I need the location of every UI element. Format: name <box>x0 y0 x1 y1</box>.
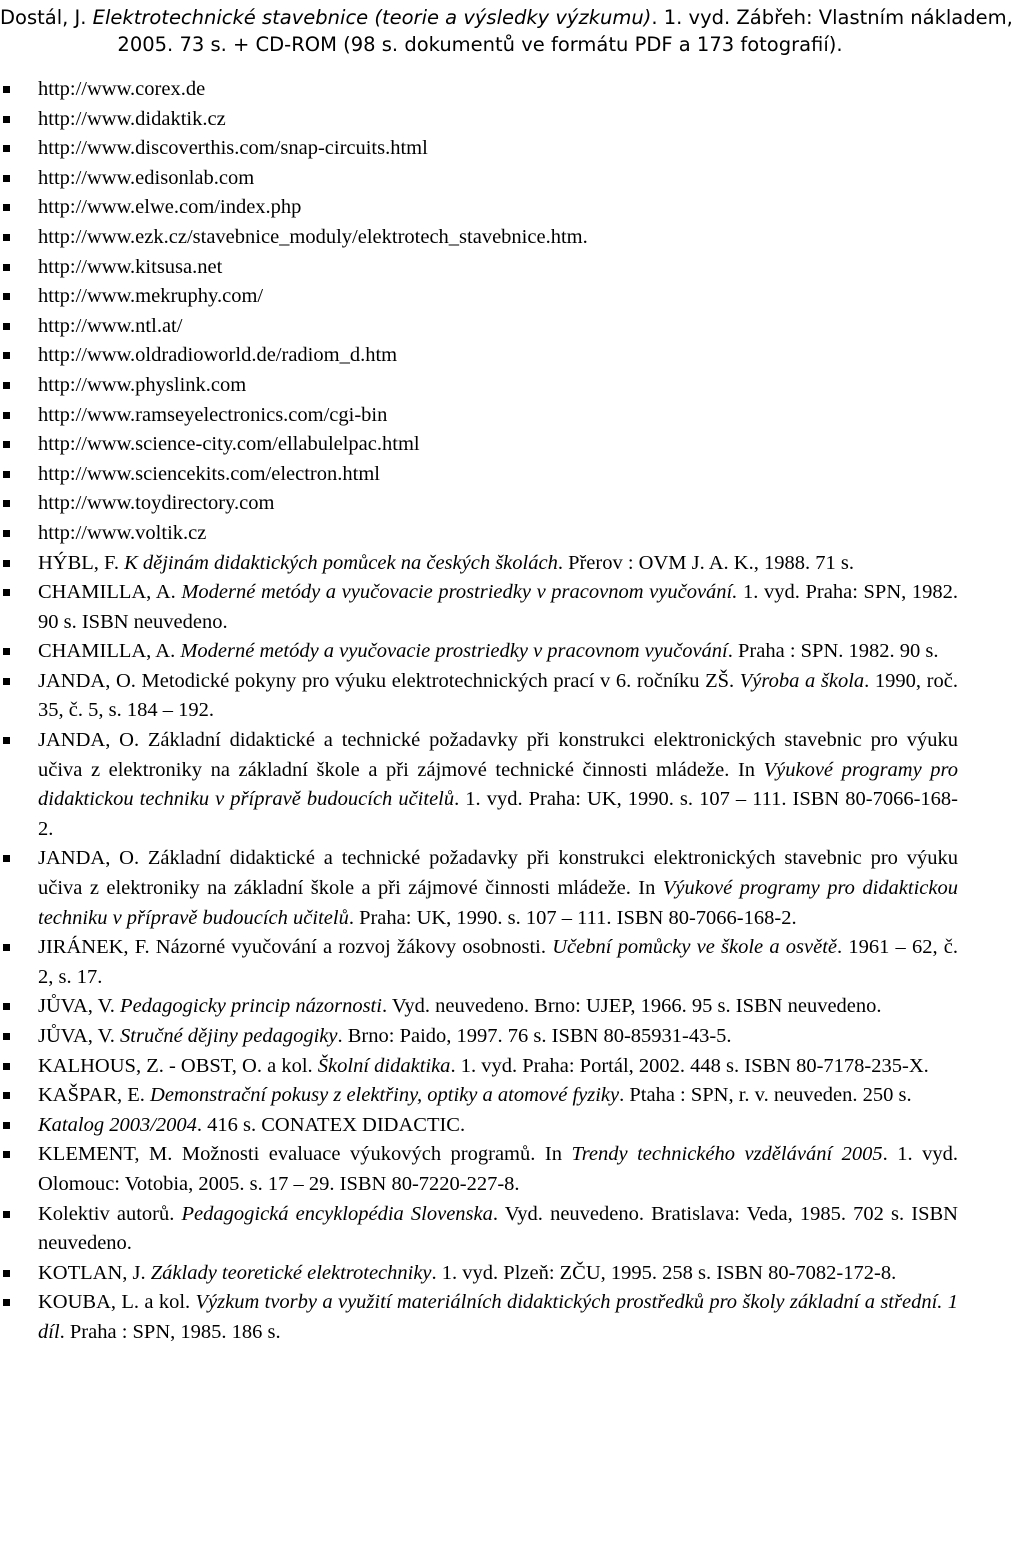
reference-url: http://www.corex.de <box>38 78 206 100</box>
reference-url: http://www.discoverthis.com/snap-circuits.html <box>38 137 428 160</box>
reference-publication: . Praha : SPN, 1985. 186 s. <box>59 1320 281 1343</box>
square-bullet-icon <box>3 116 10 123</box>
reference-item <box>0 223 960 253</box>
square-bullet-icon <box>3 86 10 93</box>
reference-publication: . Praha : SPN. 1982. 90 s. <box>727 640 939 663</box>
reference-url: http://www.science-city.com/ellabulelpac.html <box>38 433 420 456</box>
reference-title: Demonstrační pokusy z elektřiny, optiky a atomové fyziky <box>150 1084 620 1107</box>
reference-item <box>0 193 960 223</box>
reference-item <box>0 134 960 164</box>
square-bullet-icon <box>3 855 10 862</box>
reference-url: http://www.voltik.cz <box>38 521 207 544</box>
reference-title: Výukové programy pro didaktickou techniku v přípravě budoucích učitelů <box>38 758 958 811</box>
reference-item <box>0 1052 960 1082</box>
square-bullet-icon <box>3 1003 10 1010</box>
reference-item <box>0 637 960 667</box>
square-bullet-icon <box>3 1092 10 1099</box>
reference-url: http://www.elwe.com/index.php <box>38 196 302 219</box>
reference-item <box>0 489 960 519</box>
page-header <box>0 0 1013 74</box>
reference-item <box>0 164 960 194</box>
square-bullet-icon <box>3 382 10 389</box>
square-bullet-icon <box>3 560 10 567</box>
square-bullet-icon <box>3 944 10 951</box>
reference-item <box>0 578 960 637</box>
reference-publication: . Přerov : OVM J. A. K., 1988. 71 s. <box>557 551 854 574</box>
square-bullet-icon <box>3 323 10 330</box>
square-bullet-icon <box>3 1211 10 1218</box>
reference-title: Moderné metódy a vyučovacie prostriedky v pracovnom vyučování <box>180 640 728 663</box>
header-line-2: 2005. 73 s. + CD-ROM (98 s. dokumentů ve formátu PDF a 173 fotografií). <box>117 33 843 56</box>
reference-item <box>0 105 960 135</box>
reference-author: KLEMENT, M. Možnosti evaluace výukových programů. In <box>38 1143 572 1166</box>
reference-item <box>0 933 960 992</box>
reference-item <box>0 1200 960 1259</box>
square-bullet-icon <box>3 530 10 537</box>
reference-url: http://www.oldradioworld.de/radiom_d.htm <box>38 344 398 367</box>
reference-author: HÝBL, F. <box>38 551 125 574</box>
square-bullet-icon <box>3 441 10 448</box>
reference-author: CHAMILLA, A. <box>38 581 182 604</box>
header-publication: . 1. vyd. Zábřeh: Vlastním nákladem, <box>651 6 1013 29</box>
square-bullet-icon <box>3 204 10 211</box>
reference-url: http://www.didaktik.cz <box>38 107 226 130</box>
reference-publication: . Vyd. neuvedeno. Bratislava: Veda, 1985. 702 s. ISBN neuvedeno. <box>38 1202 958 1255</box>
reference-title: Stručné dějiny pedagogiky <box>120 1025 338 1047</box>
square-bullet-icon <box>3 500 10 507</box>
reference-author: JANDA, O. Základní didaktické a technické požadavky při konstrukci elektronických stavebnic pro výuku učiva z elektroniky na základní škole a při zájmové činnosti mládeže. In <box>38 847 958 900</box>
reference-author: KAŠPAR, E. <box>38 1084 151 1107</box>
square-bullet-icon <box>3 175 10 182</box>
reference-author: KOTLAN, J. <box>38 1261 151 1284</box>
square-bullet-icon <box>3 737 10 744</box>
reference-author: JANDA, O. Základní didaktické a technické požadavky při konstrukci elektronických stavebnic pro výuku učiva z elektroniky na základní škole a při zájmové technické činnosti mládeže. In <box>38 729 958 781</box>
reference-publication: . 1. vyd. Plzeň: ZČU, 1995. 258 s. ISBN 80-7082-172-8. <box>431 1261 897 1284</box>
reference-author: CHAMILLA, A. <box>38 640 181 663</box>
square-bullet-icon <box>3 352 10 359</box>
reference-item <box>0 1288 960 1347</box>
reference-item <box>0 460 960 490</box>
reference-publication: . Vyd. neuvedeno. Brno: UJEP, 1966. 95 s. ISBN neuvedeno. <box>381 995 882 1018</box>
reference-title: Moderné metódy a vyučovacie prostriedky v pracovnom vyučování. <box>181 581 738 604</box>
square-bullet-icon <box>3 1270 10 1277</box>
reference-item <box>0 341 960 371</box>
reference-publication: . Ptaha : SPN, r. v. neuveden. 250 s. <box>619 1084 912 1107</box>
reference-title: Pedagogická encyklopédia Slovenska <box>181 1202 493 1225</box>
reference-title: Učební pomůcky ve škole a osvětě <box>552 936 837 959</box>
reference-item <box>0 312 960 342</box>
reference-url: http://www.kitsusa.net <box>38 255 223 278</box>
reference-title: Výroba a škola <box>739 669 865 692</box>
reference-author: KOUBA, L. a kol. <box>38 1291 196 1314</box>
reference-url: http://www.ramseyelectronics.com/cgi-bin <box>38 403 388 426</box>
reference-item <box>0 667 960 726</box>
reference-item <box>0 844 960 933</box>
header-book-title: Elektrotechnické stavebnice (teorie a výsledky výzkumu) <box>92 6 652 29</box>
reference-author: KALHOUS, Z. - OBST, O. a kol. <box>38 1054 318 1077</box>
reference-item <box>0 371 960 401</box>
reference-title: Výzkum tvorby a využití materiálních didaktických prostředků pro školy základní a střední. 1 díl <box>38 1291 959 1343</box>
reference-url: http://www.mekruphy.com/ <box>38 285 264 308</box>
square-bullet-icon <box>3 471 10 478</box>
square-bullet-icon <box>3 293 10 300</box>
reference-title: Pedagogicky princip názornosti <box>120 995 382 1018</box>
reference-publication: . 1. vyd. Olomouc: Votobia, 2005. s. 17 – 29. ISBN 80-7220-227-8. <box>38 1143 958 1195</box>
reference-item <box>0 282 960 312</box>
reference-item <box>0 1111 960 1141</box>
square-bullet-icon <box>3 1151 10 1158</box>
reference-item <box>0 1081 960 1111</box>
reference-title: Výukové programy pro didaktickou techniku v přípravě budoucích učitelů <box>38 877 958 929</box>
reference-item <box>0 519 960 549</box>
square-bullet-icon <box>3 589 10 596</box>
reference-item <box>0 1022 960 1052</box>
header-author: Dostál, J. <box>0 6 93 29</box>
square-bullet-icon <box>3 648 10 655</box>
square-bullet-icon <box>3 1299 10 1306</box>
square-bullet-icon <box>3 1122 10 1129</box>
reference-author: JŮVA, V. <box>38 1025 121 1047</box>
reference-publication: . 1961 – 62, č. 2, s. 17. <box>38 936 958 988</box>
reference-publication: . 1. vyd. Praha: UK, 1990. s. 107 – 111. ISBN 80-7066-168-2. <box>38 788 958 840</box>
square-bullet-icon <box>3 234 10 241</box>
reference-item <box>0 1259 960 1289</box>
reference-url: http://www.sciencekits.com/electron.html <box>38 462 380 485</box>
reference-item <box>0 1140 960 1199</box>
reference-title: Školní didaktika <box>317 1054 451 1077</box>
reference-author: JIRÁNEK, F. Názorné vyučování a rozvoj žákovy osobnosti. <box>38 936 553 959</box>
square-bullet-icon <box>3 1033 10 1040</box>
reference-url: http://www.ezk.cz/stavebnice_moduly/elektrotech_stavebnice.htm. <box>38 225 588 248</box>
header-line-1 <box>0 4 1013 31</box>
reference-item <box>0 726 960 844</box>
reference-url: http://www.ntl.at/ <box>38 314 183 337</box>
reference-list <box>0 75 960 1348</box>
reference-publication: . 416 s. CONATEX DIDACTIC. <box>196 1113 466 1136</box>
reference-publication: . 1990, roč. 35, č. 5, s. 184 – 192. <box>38 669 958 722</box>
reference-publication: . Brno: Paido, 1997. 76 s. ISBN 80-85931-43-5. <box>337 1025 732 1047</box>
reference-item <box>0 75 960 105</box>
reference-author: JŮVA, V. <box>38 995 121 1018</box>
reference-publication: . Praha: UK, 1990. s. 107 – 111. ISBN 80-7066-168-2. <box>348 906 797 929</box>
reference-item <box>0 430 960 460</box>
reference-item <box>0 401 960 431</box>
square-bullet-icon <box>3 264 10 271</box>
reference-item <box>0 253 960 283</box>
reference-author: JANDA, O. Metodické pokyny pro výuku elektrotechnických prací v 6. ročníku ZŠ. <box>38 669 740 692</box>
square-bullet-icon <box>3 145 10 152</box>
reference-item <box>0 992 960 1022</box>
reference-url: http://www.toydirectory.com <box>38 492 275 515</box>
square-bullet-icon <box>3 678 10 685</box>
reference-author: Kolektiv autorů. <box>38 1202 182 1225</box>
reference-item <box>0 549 960 579</box>
reference-title: K dějinám didaktických pomůcek na českých školách <box>124 551 558 574</box>
square-bullet-icon <box>3 1063 10 1070</box>
reference-url: http://www.edisonlab.com <box>38 166 255 189</box>
reference-title: Katalog 2003/2004 <box>38 1113 197 1136</box>
reference-publication: . 1. vyd. Praha: Portál, 2002. 448 s. ISBN 80-7178-235-X. <box>450 1054 929 1077</box>
reference-publication: 1. vyd. Praha: SPN, 1982. 90 s. ISBN neuvedeno. <box>38 581 958 633</box>
square-bullet-icon <box>3 412 10 419</box>
reference-title: Základy teoretické elektrotechniky <box>150 1261 432 1284</box>
reference-title: Trendy technického vzdělávání 2005 <box>571 1143 883 1166</box>
reference-url: http://www.physlink.com <box>38 373 247 396</box>
